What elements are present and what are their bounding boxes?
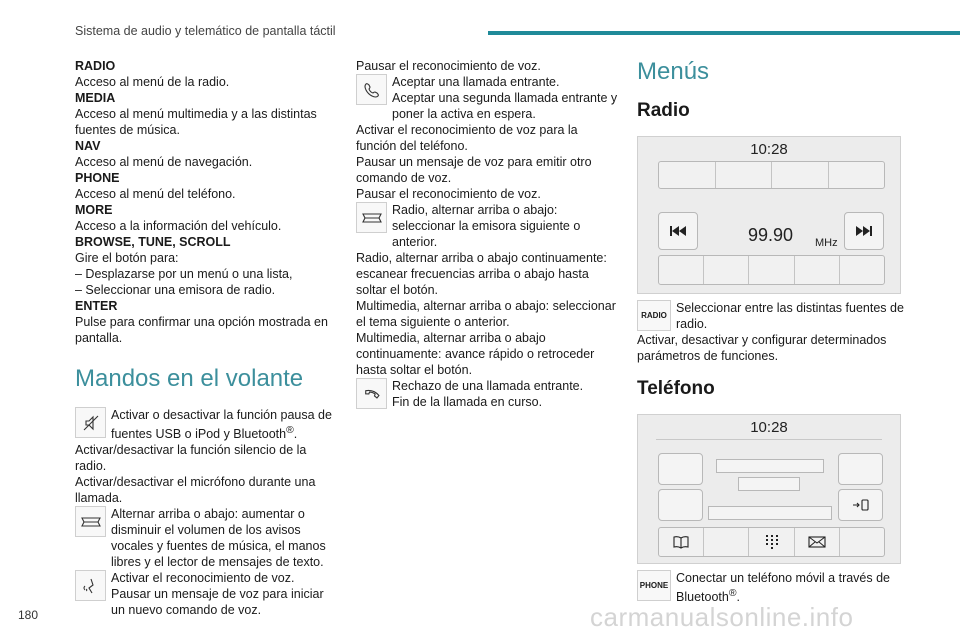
call-pause-message-text: Pausar un mensaje de voz para emitir otro comando de voz. — [356, 155, 592, 185]
seek-text-3: Multimedia, alternar arriba o abajo: seleccionar el tema siguiente o anterior. — [356, 299, 616, 329]
column-1 — [75, 58, 340, 618]
subsection-title-phone: Teléfono — [637, 378, 715, 399]
toggle-switch-icon — [356, 202, 387, 233]
registered-mark: ® — [728, 588, 737, 599]
phone-menu-text: Conectar un teléfono móvil a través de Bluetooth — [676, 571, 891, 605]
enter-description: Pulse para confirmar una opción mostrada en pantalla. — [75, 315, 328, 345]
column-2 — [356, 58, 621, 410]
section-title-steering-controls: Mandos en el volante — [75, 365, 304, 392]
preset-bar-top — [658, 161, 885, 189]
screen-button — [658, 489, 703, 521]
browse-list-item: – Seleccionar una emisora de radio. — [75, 283, 276, 297]
subsection-title-radio: Radio — [637, 100, 690, 121]
voice-control-row — [75, 570, 340, 618]
phone-description: Acceso al menú del teléfono. — [75, 187, 236, 201]
call-pause-voice-text: Pausar el reconocimiento de voz. — [356, 187, 541, 201]
media-description: Acceso al menú multimedia y a las distintas fuentes de música. — [75, 107, 317, 137]
phone-bottom-bar — [658, 527, 885, 557]
mute-text-2: Activar/desactivar la función silencio de la radio. — [75, 443, 307, 474]
more-description: Acceso a la información del vehículo. — [75, 219, 282, 233]
phone-label: PHONE — [75, 171, 120, 185]
toggle-switch-icon — [75, 506, 106, 537]
watermark: carmanualsonline.info — [590, 602, 854, 632]
call-end-text: Fin de la llamada en curso. — [392, 395, 543, 409]
voice-text-2: Pausar un mensaje de voz para iniciar un nuevo comando de voz. — [111, 587, 324, 618]
radio-label: RADIO — [75, 59, 116, 73]
seek-text-4: Multimedia, alternar arriba o abajo continuamente: avance rápido o retroceder hasta soltar el botón. — [356, 331, 595, 377]
browse-list-item: – Desplazarse por un menú o una lista, — [75, 267, 293, 281]
header-accent-bar — [488, 31, 960, 35]
radio-screen-illustration — [637, 136, 901, 294]
mute-control-row: Activar o desactivar la función pausa de fuentes USB o iPod y Bluetooth®. — [75, 407, 340, 442]
column-3 — [637, 58, 907, 605]
seek-text-2: Radio, alternar arriba o abajo continuamente: escanear frecuencias arriba o abajo hasta soltar el botón. — [356, 251, 607, 297]
call-accept-text: Aceptar una llamada entrante. — [392, 75, 560, 89]
screen-button — [838, 453, 883, 485]
volume-control-row — [75, 506, 340, 570]
page-number: 180 — [18, 608, 39, 622]
screen-clock: 10:28 — [750, 419, 788, 436]
seek-text: Radio, alternar arriba o abajo: seleccionar la emisora siguiente o anterior. — [392, 203, 581, 249]
radio-frequency: 99.90 — [748, 225, 794, 245]
section-title-menus: Menús — [637, 58, 710, 85]
phone-menu-row — [637, 570, 907, 605]
phone-accept-icon — [356, 74, 387, 105]
call-reject-text: Rechazo de una llamada entrante. — [392, 379, 584, 393]
registered-mark: ® — [286, 425, 294, 436]
call-voice-text: Activar el reconocimiento de voz para la función del teléfono. — [356, 123, 578, 153]
media-label: MEDIA — [75, 91, 116, 105]
radio-menu-text: Seleccionar entre las distintas fuentes de radio. — [676, 301, 904, 331]
radio-menu-text-2: Activar, desactivar y configurar determinados parámetros de funciones. — [637, 333, 887, 363]
nav-description: Acceso al menú de navegación. — [75, 155, 253, 169]
phone-menu-text-end: . — [736, 590, 740, 605]
call-accept-text-2: Aceptar una segunda llamada entrante y poner la activa en espera. — [392, 91, 618, 121]
phone-transfer-icon — [838, 489, 883, 521]
voice-command-icon — [75, 570, 106, 601]
running-header: Sistema de audio y telemático de pantalla táctil — [75, 24, 336, 38]
phone-screen-illustration — [637, 414, 901, 564]
previous-track-icon — [658, 212, 698, 250]
browse-description: Gire el botón para: — [75, 251, 179, 265]
preset-bar-bottom — [658, 255, 885, 285]
phone-button-label: PHONE — [637, 570, 671, 601]
next-track-icon — [844, 212, 884, 250]
screen-field — [708, 506, 832, 520]
screen-divider — [656, 439, 882, 440]
screen-field — [716, 459, 824, 473]
mute-text: Activar o desactivar la función pausa de fuentes USB o iPod y Bluetooth — [111, 408, 332, 442]
browse-label: BROWSE, TUNE, SCROLL — [75, 235, 231, 249]
voice-pause-text: Pausar el reconocimiento de voz. — [356, 59, 541, 73]
screen-field — [738, 477, 800, 491]
radio-description: Acceso al menú de la radio. — [75, 75, 230, 89]
enter-label: ENTER — [75, 299, 118, 313]
call-accept-row — [356, 74, 621, 122]
more-label: MORE — [75, 203, 113, 217]
mute-text-3: Activar/desactivar el micrófono durante una llamada. — [75, 475, 316, 506]
volume-text: Alternar arriba o abajo: aumentar o disminuir el volumen de los avisos vocales y fuentes de música, el manos libres y el lector de mensajes de texto. — [111, 507, 326, 570]
radio-button-label: RADIO — [637, 300, 671, 331]
frequency-unit: MHz — [815, 237, 838, 249]
message-envelope-icon — [795, 528, 840, 556]
mute-icon — [75, 407, 106, 438]
voice-text: Activar el reconocimiento de voz. — [111, 571, 295, 586]
nav-label: NAV — [75, 139, 101, 153]
phone-hangup-icon — [356, 378, 387, 409]
seek-control-row — [356, 202, 621, 250]
call-reject-row — [356, 378, 621, 410]
screen-clock: 10:28 — [750, 141, 788, 158]
keypad-icon — [749, 528, 794, 556]
radio-menu-row — [637, 300, 907, 332]
screen-button — [658, 453, 703, 485]
contacts-book-icon — [659, 528, 704, 556]
